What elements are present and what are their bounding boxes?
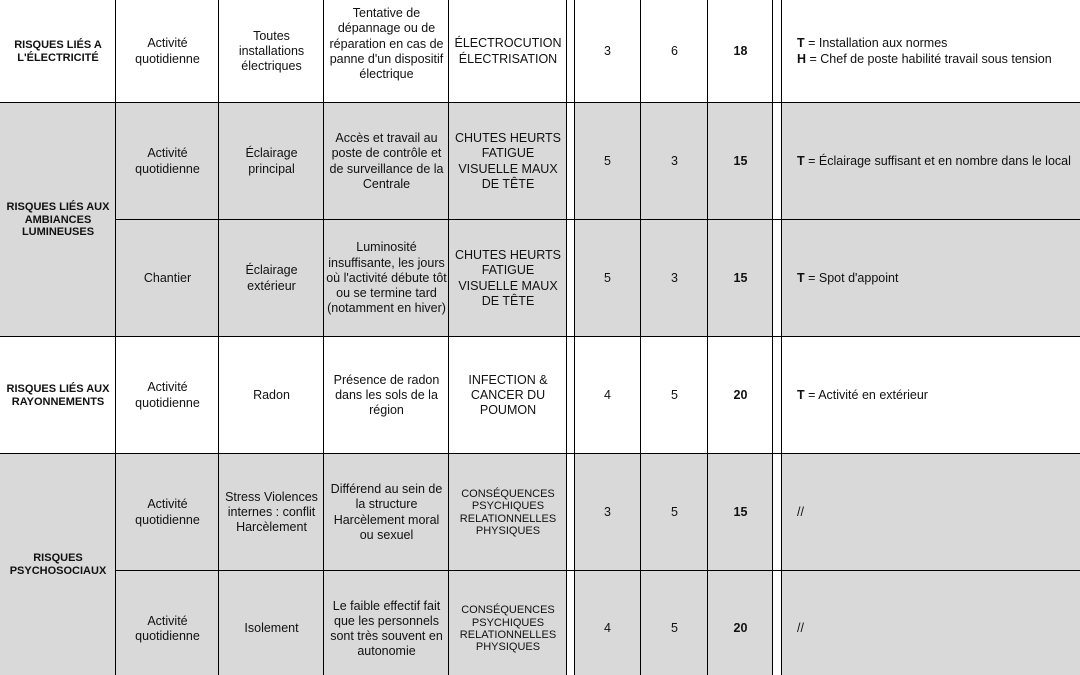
situation-cell bbox=[324, 103, 449, 220]
source-cell bbox=[219, 103, 324, 220]
source-cell bbox=[219, 454, 324, 571]
criticity-value: 18 bbox=[733, 43, 748, 58]
measure-text: = Spot d'appoint bbox=[804, 270, 899, 285]
damage-cell bbox=[449, 454, 567, 571]
gravity-value: 4 bbox=[604, 621, 611, 636]
source-label: Éclairage extérieur bbox=[245, 263, 298, 293]
source-label: Éclairage principal bbox=[245, 146, 298, 176]
frequency-value: 6 bbox=[671, 43, 678, 58]
situation-label: Tentative de dépannage ou de réparation en cas de panne d'un dispositif électrique bbox=[329, 6, 444, 81]
criticity-cell bbox=[708, 454, 773, 571]
grid-line bbox=[116, 570, 1080, 571]
situation-label: Accès et travail au poste de contrôle et de surveillance de la Centrale bbox=[329, 131, 444, 191]
measures-cell bbox=[781, 571, 1080, 675]
gravity-value: 3 bbox=[604, 43, 611, 58]
activity-cell bbox=[116, 103, 219, 220]
activity-label: Activité quotidienne bbox=[135, 497, 200, 527]
frequency-cell bbox=[641, 454, 708, 571]
activity-label: Activité quotidienne bbox=[135, 36, 200, 66]
criticity-cell bbox=[708, 0, 773, 103]
frequency-value: 5 bbox=[671, 504, 678, 519]
activity-cell bbox=[116, 571, 219, 675]
damage-label: CHUTES HEURTS FATIGUE VISUELLE MAUX DE TÊTE bbox=[454, 131, 562, 191]
frequency-value: 3 bbox=[671, 153, 678, 168]
activity-cell bbox=[116, 337, 219, 454]
frequency-cell bbox=[641, 220, 708, 337]
gravity-cell bbox=[574, 454, 641, 571]
gravity-value: 5 bbox=[604, 270, 611, 285]
measure-text: = Éclairage suffisant et en nombre dans le local bbox=[804, 153, 1071, 168]
measures-cell bbox=[781, 454, 1080, 571]
measure-line bbox=[797, 154, 1071, 169]
situation-label: Luminosité insuffisante, les jours où l'activité débute tôt ou se termine tard (notamment en hiver) bbox=[326, 240, 447, 316]
activity-label: Activité quotidienne bbox=[135, 146, 200, 176]
frequency-value: 3 bbox=[671, 270, 678, 285]
gravity-value: 3 bbox=[604, 504, 611, 519]
activity-cell bbox=[116, 220, 219, 337]
criticity-value: 15 bbox=[733, 504, 748, 519]
gravity-cell bbox=[574, 220, 641, 337]
situation-cell bbox=[324, 571, 449, 675]
frequency-value: 5 bbox=[671, 387, 678, 402]
source-cell bbox=[219, 571, 324, 675]
category-cell bbox=[0, 454, 116, 675]
damage-label: INFECTION & CANCER DU POUMON bbox=[468, 372, 548, 418]
situation-cell bbox=[324, 0, 449, 103]
category-cell bbox=[0, 103, 116, 337]
source-cell bbox=[219, 220, 324, 337]
criticity-value: 15 bbox=[733, 153, 748, 168]
source-label: Stress Violences internes : conflit Harcèlement bbox=[225, 489, 318, 535]
frequency-cell bbox=[641, 337, 708, 454]
situation-cell bbox=[324, 337, 449, 454]
gravity-value: 4 bbox=[604, 387, 611, 402]
criticity-cell bbox=[708, 571, 773, 675]
source-cell bbox=[219, 337, 324, 454]
activity-label: Activité quotidienne bbox=[135, 613, 200, 643]
measure-key: H bbox=[797, 51, 807, 66]
frequency-cell bbox=[641, 0, 708, 103]
measures-cell bbox=[781, 0, 1080, 103]
damage-cell bbox=[449, 103, 567, 220]
gravity-cell bbox=[574, 337, 641, 454]
measure-line bbox=[797, 36, 1052, 51]
frequency-value: 5 bbox=[671, 621, 678, 636]
damage-cell bbox=[449, 571, 567, 675]
measures-cell bbox=[781, 220, 1080, 337]
measure-text: // bbox=[797, 504, 804, 519]
situation-cell bbox=[324, 220, 449, 337]
category-label: RISQUES LIÉS A L'ÉLECTRICITÉ bbox=[14, 38, 102, 64]
measure-line bbox=[797, 388, 928, 403]
damage-label: ÉLECTROCUTION ÉLECTRISATION bbox=[454, 36, 562, 66]
grid-line bbox=[0, 336, 1080, 337]
measure-text: = Chef de poste habilité travail sous tension bbox=[806, 51, 1052, 66]
source-label: Radon bbox=[253, 387, 290, 402]
measure-key: T bbox=[797, 270, 805, 285]
situation-label: Le faible effectif fait que les personnels sont très souvent en autonomie bbox=[330, 598, 443, 659]
gravity-cell bbox=[574, 103, 641, 220]
criticity-value: 20 bbox=[733, 621, 748, 636]
activity-label: Chantier bbox=[143, 270, 192, 285]
measure-key: T bbox=[797, 153, 805, 168]
source-label: Toutes installations électriques bbox=[238, 28, 305, 74]
measure-line bbox=[797, 271, 898, 286]
source-cell bbox=[219, 0, 324, 103]
category-label: RISQUES LIÉS AUX AMBIANCES LUMINEUSES bbox=[6, 201, 110, 239]
activity-cell bbox=[116, 454, 219, 571]
criticity-value: 20 bbox=[733, 387, 748, 402]
measure-key: T bbox=[797, 387, 805, 402]
damage-cell bbox=[449, 337, 567, 454]
criticity-cell bbox=[708, 103, 773, 220]
situation-cell bbox=[324, 454, 449, 571]
measure-key: T bbox=[797, 36, 805, 51]
grid-line bbox=[0, 102, 1080, 103]
source-label: Isolement bbox=[244, 621, 299, 636]
gravity-cell bbox=[574, 0, 641, 103]
gravity-cell bbox=[574, 571, 641, 675]
category-label: RISQUES PSYCHOSOCIAUX bbox=[9, 551, 107, 577]
measures-cell bbox=[781, 103, 1080, 220]
situation-label: Présence de radon dans les sols de la région bbox=[333, 372, 440, 418]
category-cell bbox=[0, 0, 116, 103]
frequency-cell bbox=[641, 103, 708, 220]
damage-cell bbox=[449, 0, 567, 103]
criticity-value: 15 bbox=[733, 270, 748, 285]
measures-cell bbox=[781, 337, 1080, 454]
damage-cell bbox=[449, 220, 567, 337]
criticity-cell bbox=[708, 337, 773, 454]
criticity-cell bbox=[708, 220, 773, 337]
damage-label: CONSÉQUENCES PSYCHIQUES RELATIONNELLES PHYSIQUES bbox=[459, 604, 557, 654]
measure-text: = Activité en extérieur bbox=[804, 387, 928, 402]
grid-line bbox=[0, 453, 1080, 454]
activity-label: Activité quotidienne bbox=[135, 380, 200, 410]
grid-line bbox=[116, 219, 1080, 220]
situation-label: Différend au sein de la structure Harcèlement moral ou sexuel bbox=[330, 482, 443, 542]
frequency-cell bbox=[641, 571, 708, 675]
measure-text: = Installation aux normes bbox=[804, 36, 948, 51]
measure-line bbox=[797, 52, 1052, 67]
damage-label: CHUTES HEURTS FATIGUE VISUELLE MAUX DE TÊTE bbox=[454, 248, 562, 308]
activity-cell bbox=[116, 0, 219, 103]
measure-text: // bbox=[797, 621, 804, 636]
damage-label: CONSÉQUENCES PSYCHIQUES RELATIONNELLES PHYSIQUES bbox=[459, 487, 557, 537]
category-label: RISQUES LIÉS AUX RAYONNEMENTS bbox=[6, 382, 110, 408]
category-cell bbox=[0, 337, 116, 454]
gravity-value: 5 bbox=[604, 153, 611, 168]
